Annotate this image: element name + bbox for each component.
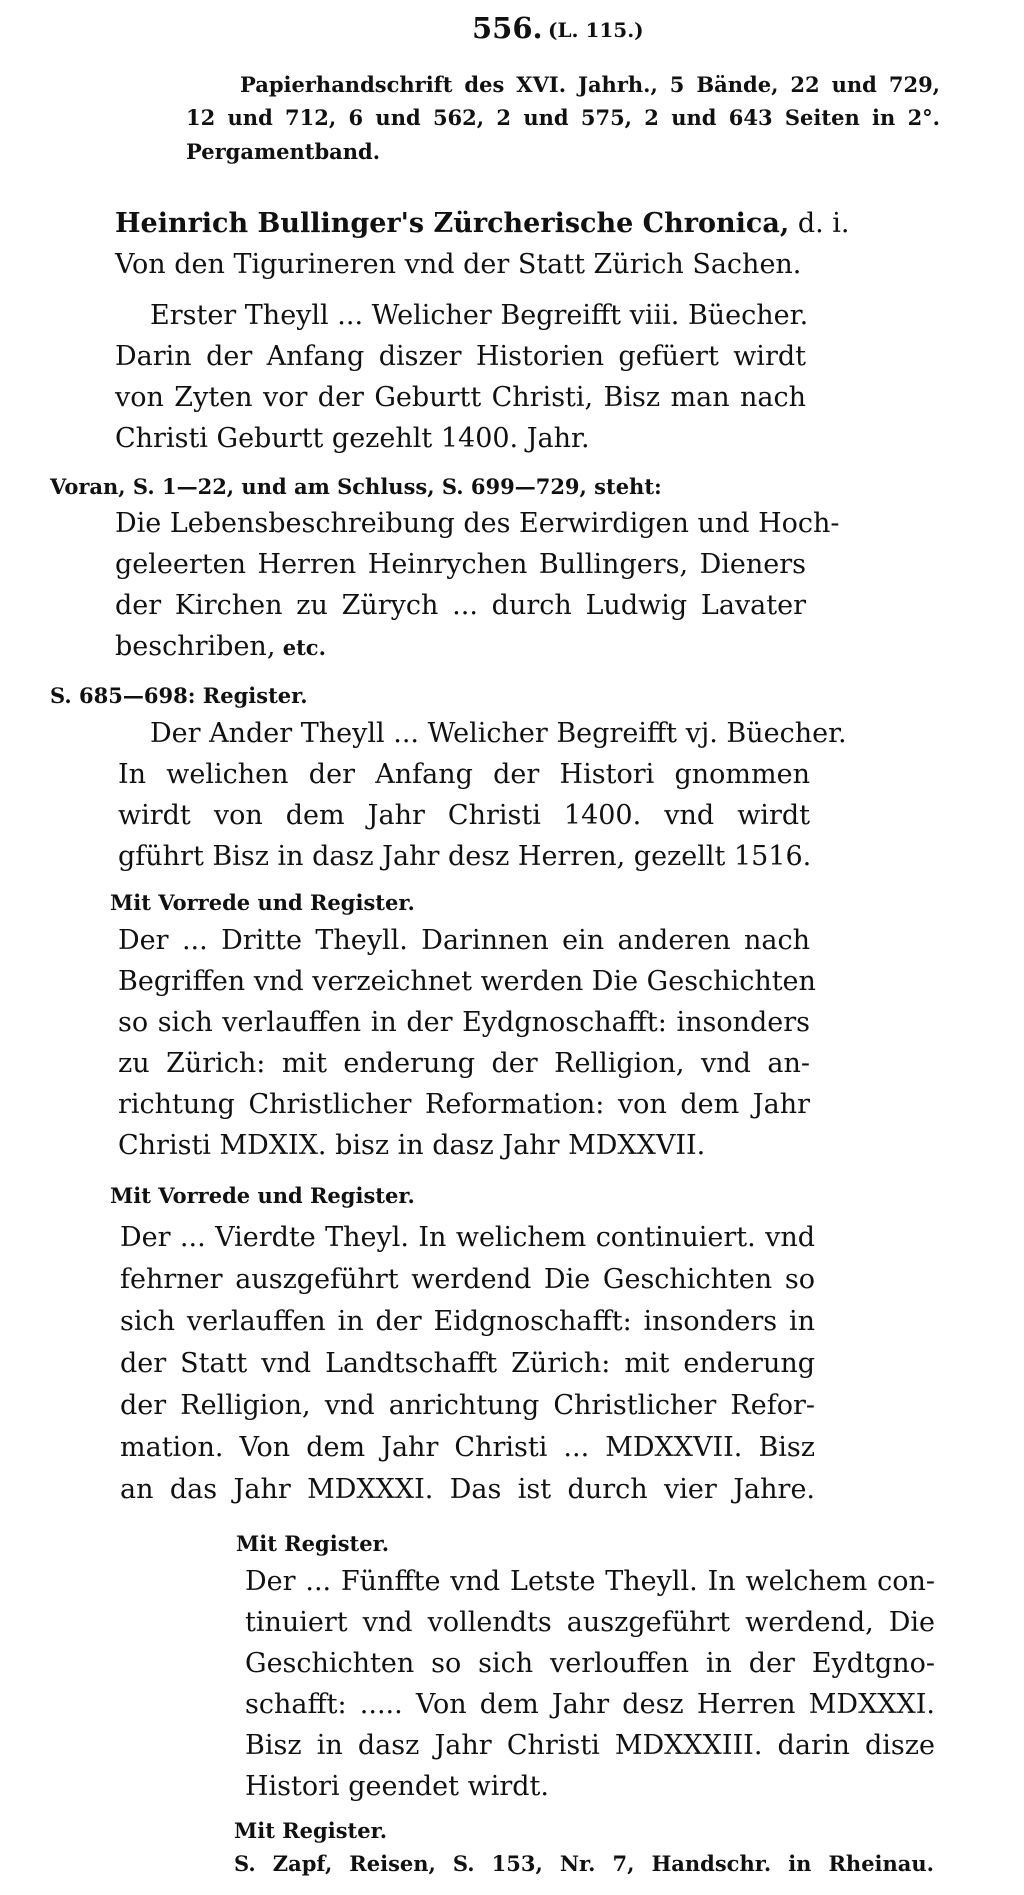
part1-line-1: Erster Theyll ... Welicher Begreifft viii. Büecher. <box>150 300 809 331</box>
part5-line-1: Der ... Fünffte vnd Letste Theyll. In welchem con- <box>245 1566 935 1597</box>
work-subtitle: Von den Tigurineren vnd der Statt Zürich Sachen. <box>115 249 802 280</box>
part1-line-3: von Zyten vor der Geburtt Christi, Bisz man nach <box>115 382 806 413</box>
voran-last-main: beschriben, <box>115 631 276 662</box>
voran-line-3: der Kirchen zu Zürych ... durch Ludwig Lavater <box>115 590 806 621</box>
description-line-3: Pergamentband. <box>186 139 381 164</box>
part5-line-2: tinuiert vnd vollendts auszgeführt werdend, Die <box>245 1607 935 1638</box>
part5-line-3: Geschichten so sich verlouffen in der Eydtgno- <box>245 1648 935 1679</box>
part1-line-4: Christi Geburtt gezehlt 1400. Jahr. <box>115 423 590 454</box>
voran-line-1: Die Lebensbeschreibung des Eerwirdigen und Hoch- <box>115 508 840 539</box>
part1-line-2: Darin der Anfang diszer Historien gefüert wirdt <box>115 341 806 372</box>
part2-line-2: In welichen der Anfang der Histori gnommen <box>118 759 810 790</box>
work-title <box>115 210 850 237</box>
part3-line-2: Begriffen vnd verzeichnet werden Die Geschichten <box>118 966 816 997</box>
part2-line-3: wirdt von dem Jahr Christi 1400. vnd wirdt <box>118 800 810 831</box>
part4-note: Mit Register. <box>236 1531 390 1556</box>
voran-note: Voran, S. 1—22, und am Schluss, S. 699—729, steht: <box>50 474 662 499</box>
part3-note: Mit Vorrede und Register. <box>110 1183 415 1208</box>
part4-line-6: mation. Von dem Jahr Christi ... MDXXVII. Bisz <box>120 1432 815 1463</box>
part5-note: Mit Register. <box>234 1818 388 1843</box>
part5-line-5: Bisz in dasz Jahr Christi MDXXXIII. darin disze <box>245 1730 935 1761</box>
part5-line-4: schafft: ..... Von dem Jahr desz Herren MDXXXI. <box>245 1689 935 1720</box>
description-line-1: Papierhandschrift des XVI. Jahrh., 5 Bände, 22 und 729, <box>240 72 940 97</box>
part2-line-1: Der Ander Theyll ... Welicher Begreifft vj. Büecher. <box>150 718 847 749</box>
part3-line-1: Der ... Dritte Theyll. Darinnen ein anderen nach <box>118 925 810 956</box>
part4-line-7: an das Jahr MDXXXI. Das ist durch vier Jahre. <box>120 1474 815 1505</box>
register-note: S. 685—698: Register. <box>50 683 308 708</box>
description-line-2: 12 und 712, 6 und 562, 2 und 575, 2 und 643 Seiten in 2°. <box>186 105 940 130</box>
voran-last-small: etc. <box>275 635 326 660</box>
part4-line-5: der Relligion, vnd anrichtung Christlicher Refor- <box>120 1390 815 1421</box>
part3-line-6: Christi MDXIX. bisz in dasz Jahr MDXXVII. <box>118 1130 706 1161</box>
part3-line-3: so sich verlauffen in der Eydgnoschafft: insonders <box>118 1007 810 1038</box>
voran-line-2: geleerten Herren Heinrychen Bullingers, Dieners <box>115 549 806 580</box>
part2-line-4: gführt Bisz in dasz Jahr desz Herren, gezellt 1516. <box>118 841 812 872</box>
library-reference: (L. 115.) <box>548 18 644 42</box>
part4-line-3: sich verlauffen in der Eidgnoschafft: insonders in <box>120 1306 815 1337</box>
work-title-rest: d. i. <box>789 208 850 239</box>
part4-line-4: der Statt vnd Landtschafft Zürich: mit enderung <box>120 1348 815 1379</box>
part3-line-5: richtung Christlicher Reformation: von dem Jahr <box>118 1089 810 1120</box>
zapf-reference: S. Zapf, Reisen, S. 153, Nr. 7, Handschr. in Rheinau. <box>234 1851 934 1876</box>
part3-line-4: zu Zürich: mit enderung der Relligion, vnd an- <box>118 1048 810 1079</box>
part5-line-6: Histori geendet wirdt. <box>245 1771 549 1802</box>
part2-note: Mit Vorrede und Register. <box>110 890 415 915</box>
voran-line-4 <box>115 633 326 660</box>
entry-number: 556. <box>472 11 543 45</box>
part4-line-2: fehrner auszgeführt werdend Die Geschichten so <box>120 1264 815 1295</box>
work-title-bold: Heinrich Bullinger's Zürcherische Chronica, <box>115 208 790 239</box>
part4-line-1: Der ... Vierdte Theyl. In welichem continuiert. vnd <box>120 1222 815 1253</box>
